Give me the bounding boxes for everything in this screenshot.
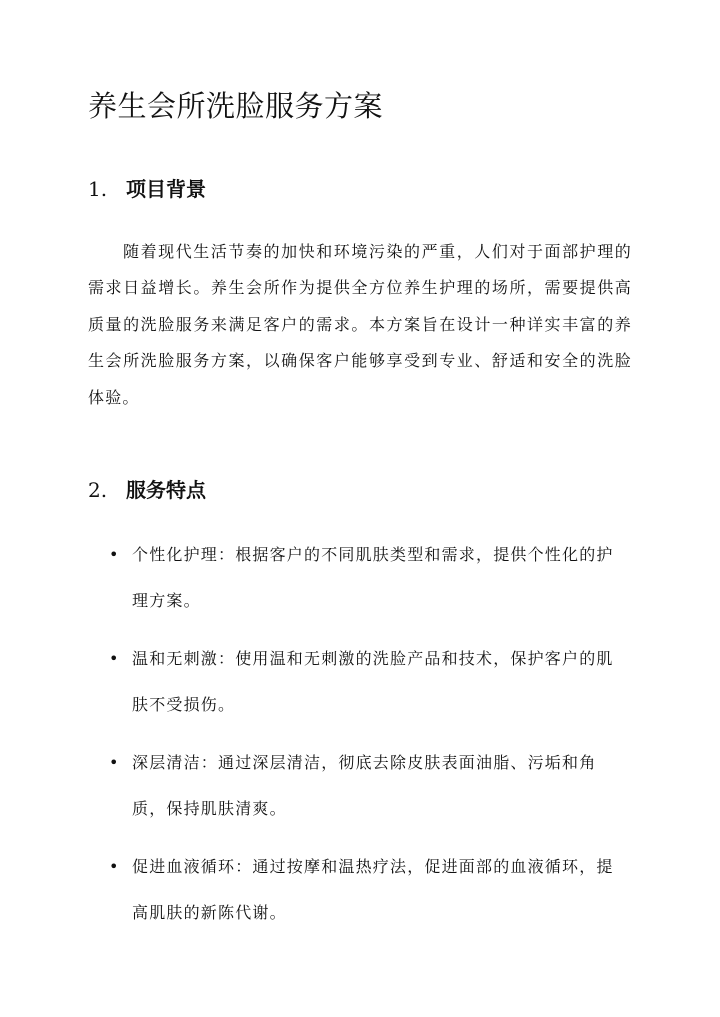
list-item-text: 促进血液循环：通过按摩和温热疗法，促进面部的血液循环，提高肌肤的新陈代谢。: [132, 857, 614, 922]
list-item: [0, 740, 620, 832]
section-heading-features: [88, 475, 206, 505]
section-title: 项目背景: [126, 177, 206, 201]
list-item: [0, 636, 620, 728]
bullet-icon: •: [109, 649, 120, 668]
section-heading-background: [88, 174, 206, 204]
list-item-text: 深层清洁：通过深层清洁，彻底去除皮肤表面油脂、污垢和角质，保持肌肤清爽。: [132, 753, 597, 818]
list-item: [0, 532, 620, 624]
background-paragraph: 随着现代生活节奏的加快和环境污染的严重，人们对于面部护理的需求日益增长。养生会所作为提供全方位养生护理的场所，需要提供高质量的洗脸服务来满足客户的需求。本方案旨在设计一种详实丰富的养生会所洗脸服务方案，以确保客户能够享受到专业、舒适和安全的洗脸体验。: [88, 242, 632, 407]
list-item-text: 温和无刺激：使用温和无刺激的洗脸产品和技术，保护客户的肌肤不受损伤。: [132, 649, 614, 714]
list-item: [0, 844, 620, 936]
section-number: 1.: [88, 177, 108, 201]
list-item-text: 个性化护理：根据客户的不同肌肤类型和需求，提供个性化的护理方案。: [132, 545, 614, 610]
document-title: 养生会所洗脸服务方案: [88, 89, 384, 123]
feature-list: [0, 532, 720, 948]
bullet-icon: •: [109, 753, 120, 772]
bullet-icon: •: [109, 857, 120, 876]
section-title: 服务特点: [126, 478, 206, 502]
section-number: 2.: [88, 478, 108, 502]
bullet-icon: •: [109, 545, 120, 564]
